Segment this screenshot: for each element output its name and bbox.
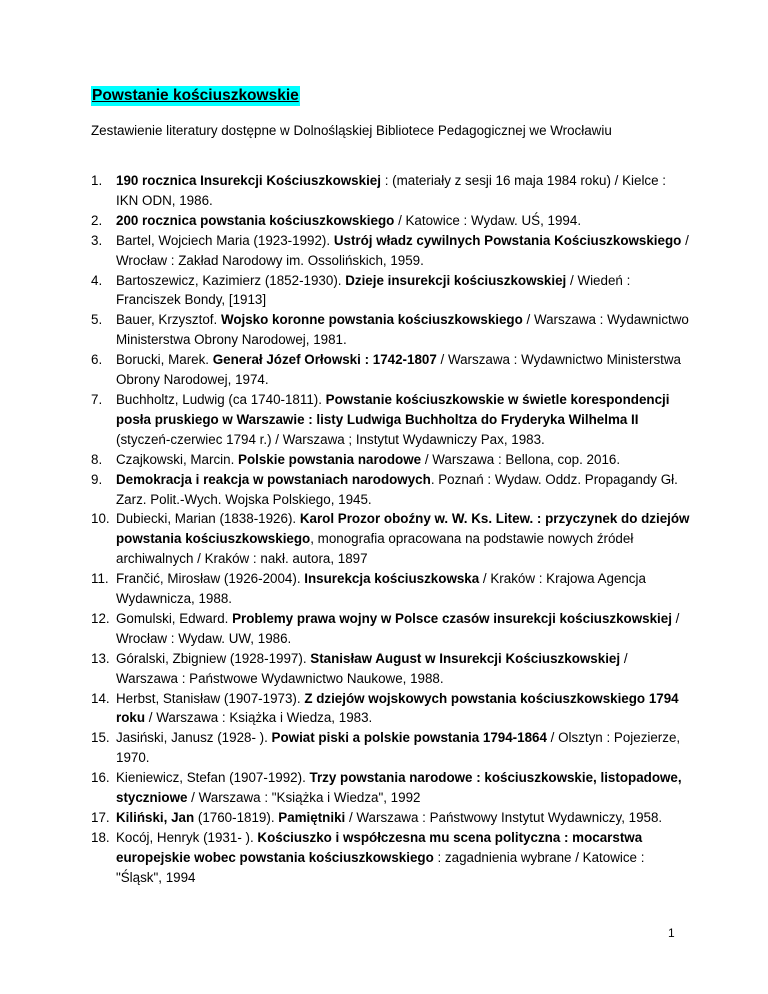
entry-title: Powstanie kościuszkowskie w świetle korespondencji posła pruskiego w Warszawie : listy Ludwiga Buchholtza do Fryderyka Wilhelma II xyxy=(116,391,670,427)
entry-number: 4. xyxy=(91,272,103,288)
entry-title: Karol Prozor oboźny w. W. Ks. Litew. : przyczynek do dziejów powstania kościuszkowskiego xyxy=(116,511,690,547)
page-number: 1 xyxy=(668,926,675,940)
bibliography-entry xyxy=(91,390,691,450)
entry-number: 16. xyxy=(91,770,110,786)
entry-author: Buchholtz, Ludwig (ca 1740-1811). xyxy=(116,391,326,407)
entry-title: Polskie powstania narodowe xyxy=(238,451,422,467)
entry-title: Z dziejów wojskowych powstania kościuszkowskiego 1794 roku xyxy=(116,690,679,726)
bibliography-entry xyxy=(91,569,691,609)
entry-author: Bartel, Wojciech Maria (1923-1992). xyxy=(116,232,334,248)
entry-number: 11. xyxy=(91,571,109,587)
entry-details: / Warszawa : Wydawnictwo Ministerstwa Obrony Narodowej, 1974. xyxy=(116,352,681,388)
entry-number: 15. xyxy=(91,730,110,746)
entry-author: Bartoszewicz, Kazimierz (1852-1930). xyxy=(116,272,346,288)
entry-author: Dubiecki, Marian (1838-1926). xyxy=(116,511,300,527)
entry-details: / Warszawa : "Książka i Wiedza", 1992 xyxy=(187,790,421,806)
document-subtitle: Zestawienie literatury dostępne w Dolnośląskiej Bibliotece Pedagogicznej we Wrocławiu xyxy=(91,123,612,138)
entry-title: Stanisław August w Insurekcji Kościuszkowskiej xyxy=(310,650,621,666)
entry-author: Herbst, Stanisław (1907-1973). xyxy=(116,690,305,706)
entry-author: Frančić, Mirosław (1926-2004). xyxy=(116,571,305,587)
bibliography-entry xyxy=(91,211,691,231)
entry-details: (1760-1819). xyxy=(194,810,279,825)
entry-number: 14. xyxy=(91,690,110,706)
entry-details: / Katowice : Wydaw. UŚ, 1994. xyxy=(394,212,582,228)
entry-details: / Wiedeń : Franciszek Bondy, [1913] xyxy=(116,272,631,308)
entry-details: / Warszawa : Książka i Wiedza, 1983. xyxy=(145,710,373,726)
bibliography-entry xyxy=(91,509,691,569)
bibliography-entry xyxy=(91,828,691,888)
entry-title: Kościuszko i współczesna mu scena polityczna : mocarstwa europejskie wobec powstania kościuszkowskiego xyxy=(116,829,643,865)
entry-number: 12. xyxy=(91,610,110,626)
entry-number: 5. xyxy=(91,312,103,328)
bibliography-entry xyxy=(91,171,691,211)
entry-number: 10. xyxy=(91,511,110,527)
entry-title: 190 rocznica Insurekcji Kościuszkowskiej xyxy=(116,173,381,188)
entry-title: Powiat piski a polskie powstania 1794-1864 xyxy=(271,730,547,746)
entry-author: Jasiński, Janusz (1928- ). xyxy=(116,730,272,746)
entry-title: Generał Józef Orłowski : 1742-1807 xyxy=(212,352,437,368)
bibliography-entry xyxy=(91,808,691,828)
bibliography-list xyxy=(91,171,691,888)
bibliography-entry xyxy=(91,649,691,689)
entry-number: 7. xyxy=(91,391,103,407)
entry-details: / Kraków : Krajowa Agencja Wydawnicza, 1988. xyxy=(116,571,646,607)
entry-number: 1. xyxy=(91,173,103,188)
bibliography-entry xyxy=(91,470,691,510)
entry-number: 8. xyxy=(91,451,103,467)
entry-details: (styczeń-czerwiec 1794 r.) / Warszawa ; Instytut Wydawniczy Pax, 1983. xyxy=(116,431,545,447)
entry-details: : zagadnienia wybrane / Katowice : "Śląsk", 1994 xyxy=(116,849,645,885)
entry-author: Gomulski, Edward. xyxy=(116,610,233,626)
entry-title: Problemy prawa wojny w Polsce czasów insurekcji kościuszkowskiej xyxy=(232,610,672,626)
entry-details-secondary: / Warszawa : Państwowy Instytut Wydawniczy, 1958. xyxy=(345,810,663,825)
entry-author: Czajkowski, Marcin. xyxy=(116,451,239,467)
bibliography-entry xyxy=(91,271,691,311)
entry-title: Ustrój władz cywilnych Powstania Kościuszkowskiego xyxy=(333,232,682,248)
document-title: Powstanie kościuszkowskie xyxy=(92,87,299,104)
entry-title: Demokracja i reakcja w powstaniach narodowych xyxy=(116,471,431,487)
entry-title-secondary: Pamiętniki xyxy=(278,810,346,825)
entry-number: 2. xyxy=(91,212,103,228)
entry-author: Góralski, Zbigniew (1928-1997). xyxy=(116,650,311,666)
entry-title: Insurekcja kościuszkowska xyxy=(304,571,480,587)
entry-author: Kocój, Henryk (1931- ). xyxy=(116,829,258,845)
entry-details: . Poznań : Wydaw. Oddz. Propagandy Gł. Zarz. Polit.-Wych. Wojska Polskiego, 1945. xyxy=(116,471,678,507)
entry-details: / Wrocław : Wydaw. UW, 1986. xyxy=(116,610,680,646)
bibliography-entry xyxy=(91,310,691,350)
bibliography-entry xyxy=(91,689,691,729)
bibliography-entry xyxy=(91,231,691,271)
entry-title: 200 rocznica powstania kościuszkowskiego xyxy=(116,212,395,228)
entry-details: / Wrocław : Zakład Narodowy im. Ossolińskich, 1959. xyxy=(116,232,689,268)
bibliography-entry xyxy=(91,450,691,470)
bibliography-entry xyxy=(91,609,691,649)
entry-number: 18. xyxy=(91,829,110,845)
bibliography-entry xyxy=(91,768,691,808)
entry-details: / Olsztyn : Pojezierze, 1970. xyxy=(116,730,681,766)
entry-number: 9. xyxy=(91,471,103,487)
bibliography-entry xyxy=(91,350,691,390)
entry-author: Bauer, Krzysztof. xyxy=(116,312,221,328)
entry-details: / Warszawa : Bellona, cop. 2016. xyxy=(421,451,621,467)
entry-title: Wojsko koronne powstania kościuszkowskiego xyxy=(220,312,523,328)
entry-title: Dzieje insurekcji kościuszkowskiej xyxy=(345,272,567,288)
entry-author: Kieniewicz, Stefan (1907-1992). xyxy=(116,770,310,786)
bibliography-entry xyxy=(91,728,691,768)
entry-details: / Warszawa : Wydawnictwo Ministerstwa Obrony Narodowej, 1981. xyxy=(116,312,689,348)
entry-number: 17. xyxy=(91,810,110,825)
entry-details: , monografia opracowana na podstawie nowych źródeł archiwalnych / Kraków : nakł. autora, 1897 xyxy=(116,531,634,567)
entry-number: 13. xyxy=(91,650,110,666)
entry-author: Borucki, Marek. xyxy=(116,352,213,368)
entry-title: Trzy powstania narodowe : kościuszkowskie, listopadowe, styczniowe xyxy=(116,770,682,806)
entry-details: / Warszawa : Państwowe Wydawnictwo Naukowe, 1988. xyxy=(116,650,628,686)
entry-title: Kiliński, Jan xyxy=(116,810,195,825)
entry-details: : (materiały z sesji 16 maja 1984 roku) / Kielce : IKN ODN, 1986. xyxy=(116,173,667,208)
entry-number: 3. xyxy=(91,232,103,248)
entry-number: 6. xyxy=(91,352,103,368)
